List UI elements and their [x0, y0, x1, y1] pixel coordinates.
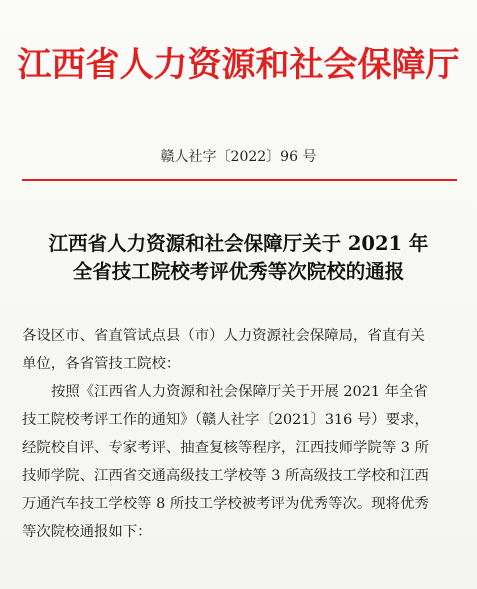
body-line-paragraph-3: 经院校自评、专家考评、抽查复核等程序，江西技师学院等 3 所: [22, 440, 429, 456]
notice-title-line-1: 江西省人力资源和社会保障厅关于 2021 年: [48, 232, 429, 255]
notice-title: [0, 230, 477, 286]
red-divider-line: [22, 179, 457, 181]
document-number: 赣人社字〔2022〕96 号: [160, 149, 317, 165]
body-line-paragraph-5: 万通汽车技工学校等 8 所技工学校被考评为优秀等次。现将优秀: [22, 496, 429, 512]
body-line-paragraph-6: 等次院校通报如下：: [22, 524, 152, 540]
issuing-authority-header: 江西省人力资源和社会保障厅: [17, 45, 460, 85]
body-line-addressees-2: 单位，各省管技工院校：: [22, 356, 181, 372]
body-line-addressees-1: 各设区市、省直管试点县（市）人力资源社会保障局，省直有关: [22, 328, 425, 344]
body-line-paragraph-1: 按照《江西省人力资源和社会保障厅关于开展 2021 年全省: [51, 384, 428, 400]
notice-title-line-2: 全省技工院校考评优秀等次院校的通报: [72, 260, 405, 283]
body-line-paragraph-4: 技师学院、江西省交通高级技工学校等 3 所高级技工学校和江西: [22, 468, 429, 484]
notice-body: [22, 322, 454, 546]
body-line-paragraph-2: 技工院校考评工作的通知》（赣人社字〔2021〕316 号）要求，: [22, 412, 429, 428]
